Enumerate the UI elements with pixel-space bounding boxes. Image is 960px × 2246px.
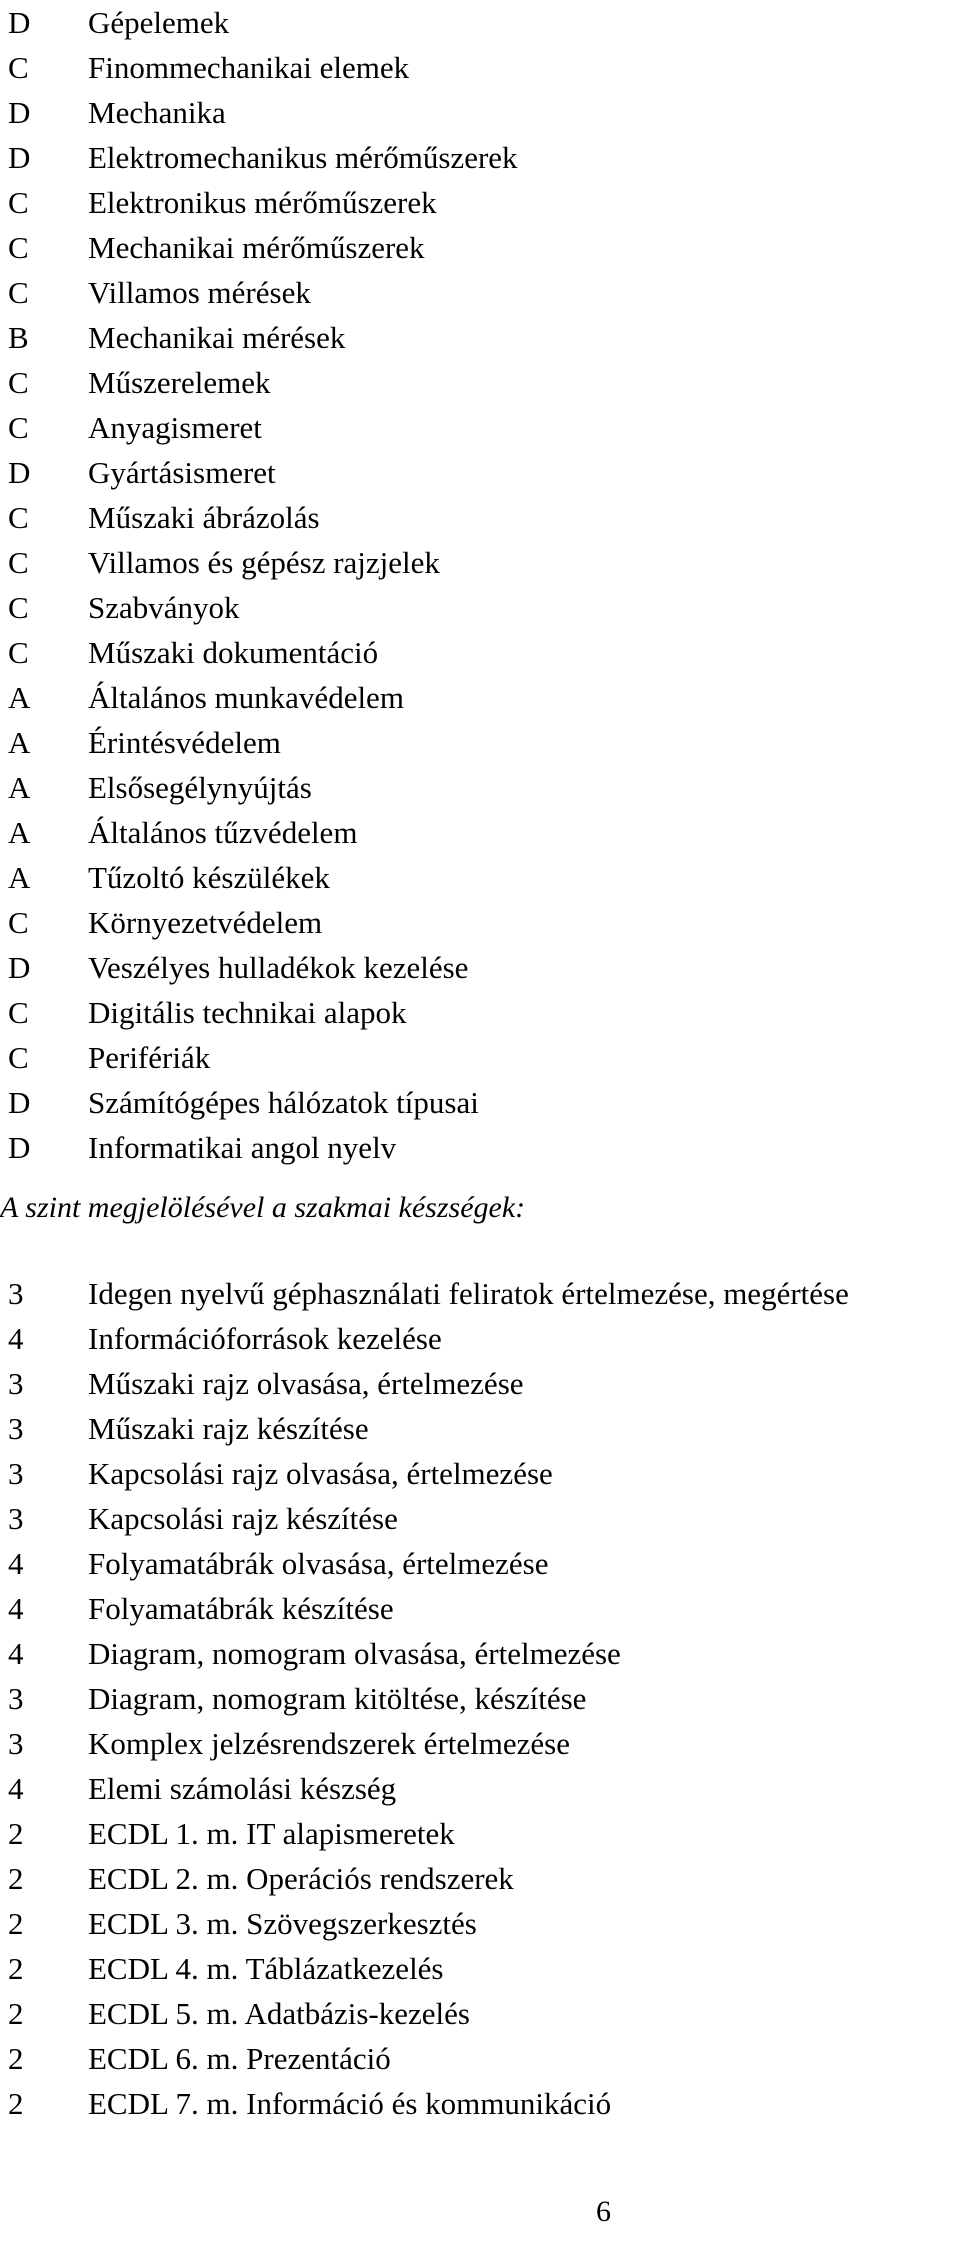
skill-name: Komplex jelzésrendszerek értelmezése bbox=[88, 1726, 570, 1761]
topic-name: Mechanika bbox=[88, 95, 226, 130]
skill-row bbox=[0, 1631, 960, 1677]
skill-row bbox=[0, 1676, 960, 1722]
topic-row bbox=[0, 540, 960, 586]
topic-level: C bbox=[8, 275, 29, 310]
topic-name: Villamos mérések bbox=[88, 275, 311, 310]
topic-row bbox=[0, 945, 960, 991]
skill-row bbox=[0, 2081, 960, 2127]
skill-name: ECDL 6. m. Prezentáció bbox=[88, 2041, 391, 2076]
topic-row bbox=[0, 1080, 960, 1126]
topic-name: Elektronikus mérőműszerek bbox=[88, 185, 437, 220]
topic-level: C bbox=[8, 545, 29, 580]
skill-name: Kapcsolási rajz olvasása, értelmezése bbox=[88, 1456, 553, 1491]
topic-row bbox=[0, 855, 960, 901]
skill-level: 2 bbox=[8, 1906, 24, 1941]
topic-level: C bbox=[8, 50, 29, 85]
topic-level: D bbox=[8, 1085, 31, 1120]
topic-name: Gyártásismeret bbox=[88, 455, 276, 490]
skill-name: Idegen nyelvű géphasználati feliratok értelmezése, megértése bbox=[88, 1276, 849, 1311]
skill-row bbox=[0, 1811, 960, 1857]
skill-row bbox=[0, 1586, 960, 1632]
topic-name: Érintésvédelem bbox=[88, 725, 281, 760]
topic-level: A bbox=[8, 725, 31, 760]
topic-row bbox=[0, 405, 960, 451]
skill-row bbox=[0, 2036, 960, 2082]
topic-row bbox=[0, 450, 960, 496]
skill-name: Folyamatábrák olvasása, értelmezése bbox=[88, 1546, 549, 1581]
skill-name: Műszaki rajz készítése bbox=[88, 1411, 369, 1446]
topic-row bbox=[0, 765, 960, 811]
topic-name: Mechanikai mérések bbox=[88, 320, 346, 355]
skills-heading: A szint megjelölésével a szakmai készségek: bbox=[0, 1191, 526, 1224]
skill-name: Folyamatábrák készítése bbox=[88, 1591, 394, 1626]
skill-row bbox=[0, 1271, 960, 1317]
topic-level: C bbox=[8, 365, 29, 400]
skill-level: 3 bbox=[8, 1681, 24, 1716]
skill-level: 4 bbox=[8, 1636, 24, 1671]
skill-level: 2 bbox=[8, 2041, 24, 2076]
skill-row bbox=[0, 1451, 960, 1497]
skill-name: Diagram, nomogram olvasása, értelmezése bbox=[88, 1636, 621, 1671]
topic-row bbox=[0, 0, 960, 46]
topic-row bbox=[0, 990, 960, 1036]
topic-level: D bbox=[8, 1130, 31, 1165]
skill-row bbox=[0, 1721, 960, 1767]
topic-row bbox=[0, 900, 960, 946]
topic-row bbox=[0, 495, 960, 541]
skill-name: ECDL 5. m. Adatbázis-kezelés bbox=[88, 1996, 470, 2031]
topic-row bbox=[0, 810, 960, 856]
topic-name: Gépelemek bbox=[88, 5, 230, 40]
topic-name: Finommechanikai elemek bbox=[88, 50, 410, 85]
topic-name: Anyagismeret bbox=[88, 410, 262, 445]
topic-level: A bbox=[8, 860, 31, 895]
skill-level: 4 bbox=[8, 1591, 24, 1626]
topic-row bbox=[0, 675, 960, 721]
topic-row bbox=[0, 315, 960, 361]
topic-name: Általános tűzvédelem bbox=[88, 815, 358, 850]
skill-name: Kapcsolási rajz készítése bbox=[88, 1501, 398, 1536]
topic-row bbox=[0, 1125, 960, 1171]
topic-name: Általános munkavédelem bbox=[88, 680, 404, 715]
topic-name: Veszélyes hulladékok kezelése bbox=[88, 950, 469, 985]
skill-name: Diagram, nomogram kitöltése, készítése bbox=[88, 1681, 587, 1716]
topic-level: C bbox=[8, 1040, 29, 1075]
topic-level: C bbox=[8, 590, 29, 625]
skill-level: 2 bbox=[8, 1861, 24, 1896]
skill-row bbox=[0, 1316, 960, 1362]
topic-row bbox=[0, 585, 960, 631]
skill-level: 3 bbox=[8, 1366, 24, 1401]
skill-row bbox=[0, 1901, 960, 1947]
skill-name: Információforrások kezelése bbox=[88, 1321, 442, 1356]
skill-name: ECDL 1. m. IT alapismeretek bbox=[88, 1816, 455, 1851]
skill-level: 3 bbox=[8, 1501, 24, 1536]
topic-level: D bbox=[8, 5, 31, 40]
topic-row bbox=[0, 225, 960, 271]
topic-name: Informatikai angol nyelv bbox=[88, 1130, 397, 1165]
topic-row bbox=[0, 135, 960, 181]
skill-name: Műszaki rajz olvasása, értelmezése bbox=[88, 1366, 524, 1401]
topic-name: Szabványok bbox=[88, 590, 240, 625]
topic-level: C bbox=[8, 905, 29, 940]
skill-name: ECDL 2. m. Operációs rendszerek bbox=[88, 1861, 514, 1896]
topic-level: B bbox=[8, 320, 29, 355]
topic-row bbox=[0, 720, 960, 766]
topic-name: Villamos és gépész rajzjelek bbox=[88, 545, 440, 580]
skill-level: 2 bbox=[8, 1996, 24, 2031]
topic-level: A bbox=[8, 680, 31, 715]
skill-row bbox=[0, 1496, 960, 1542]
skill-row bbox=[0, 1766, 960, 1812]
skill-name: ECDL 4. m. Táblázatkezelés bbox=[88, 1951, 444, 1986]
skill-name: Elemi számolási készség bbox=[88, 1771, 397, 1806]
skill-row bbox=[0, 1361, 960, 1407]
topic-row bbox=[0, 630, 960, 676]
topic-row bbox=[0, 90, 960, 136]
skill-level: 3 bbox=[8, 1456, 24, 1491]
topic-row bbox=[0, 45, 960, 91]
skill-row bbox=[0, 1406, 960, 1452]
topic-level: D bbox=[8, 95, 31, 130]
topic-level: C bbox=[8, 185, 29, 220]
topic-name: Tűzoltó készülékek bbox=[88, 860, 330, 895]
skill-level: 3 bbox=[8, 1726, 24, 1761]
topic-level: C bbox=[8, 410, 29, 445]
topic-name: Perifériák bbox=[88, 1040, 211, 1075]
skill-level: 3 bbox=[8, 1276, 24, 1311]
skill-level: 2 bbox=[8, 1951, 24, 1986]
topic-level: A bbox=[8, 770, 31, 805]
topic-level: A bbox=[8, 815, 31, 850]
skill-name: ECDL 7. m. Információ és kommunikáció bbox=[88, 2086, 612, 2121]
page-number: 6 bbox=[596, 2195, 611, 2228]
topic-row bbox=[0, 1035, 960, 1081]
topic-name: Műszaki ábrázolás bbox=[88, 500, 320, 535]
topic-level: C bbox=[8, 500, 29, 535]
topic-level: D bbox=[8, 950, 31, 985]
topic-name: Környezetvédelem bbox=[88, 905, 323, 940]
topic-level: C bbox=[8, 635, 29, 670]
skill-row bbox=[0, 1991, 960, 2037]
topic-name: Mechanikai mérőműszerek bbox=[88, 230, 425, 265]
skill-level: 4 bbox=[8, 1771, 24, 1806]
skill-row bbox=[0, 1856, 960, 1902]
skill-level: 2 bbox=[8, 1816, 24, 1851]
skill-name: ECDL 3. m. Szövegszerkesztés bbox=[88, 1906, 477, 1941]
topic-level: C bbox=[8, 230, 29, 265]
topic-name: Elsősegélynyújtás bbox=[88, 770, 312, 805]
topic-level: D bbox=[8, 455, 31, 490]
topic-row bbox=[0, 270, 960, 316]
skill-level: 4 bbox=[8, 1321, 24, 1356]
topic-name: Elektromechanikus mérőműszerek bbox=[88, 140, 518, 175]
topic-name: Műszerelemek bbox=[88, 365, 271, 400]
skill-row bbox=[0, 1946, 960, 1992]
topic-level: C bbox=[8, 995, 29, 1030]
skill-level: 3 bbox=[8, 1411, 24, 1446]
topic-name: Digitális technikai alapok bbox=[88, 995, 407, 1030]
topic-name: Számítógépes hálózatok típusai bbox=[88, 1085, 479, 1120]
topic-row bbox=[0, 180, 960, 226]
topic-name: Műszaki dokumentáció bbox=[88, 635, 379, 670]
skill-row bbox=[0, 1541, 960, 1587]
skill-level: 2 bbox=[8, 2086, 24, 2121]
topic-level: D bbox=[8, 140, 31, 175]
skill-level: 4 bbox=[8, 1546, 24, 1581]
topic-row bbox=[0, 360, 960, 406]
